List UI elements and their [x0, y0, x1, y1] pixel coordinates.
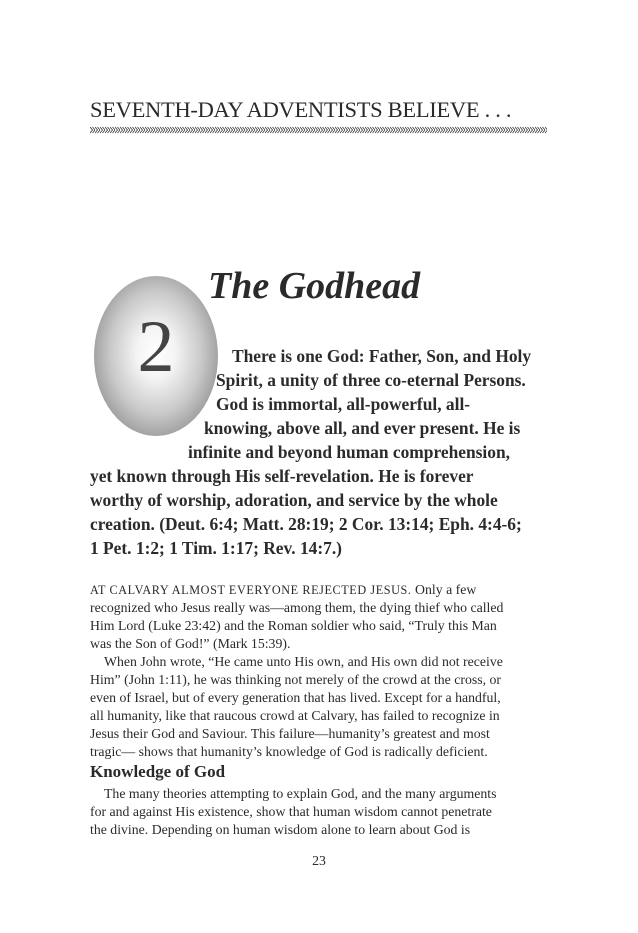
belief-line: yet known through His self-revelation. He is forever [90, 466, 474, 486]
belief-line: infinite and beyond human comprehension, [188, 442, 510, 462]
belief-line: There is one God: Father, Son, and Holy [232, 346, 532, 366]
chapter-title: The Godhead [208, 265, 421, 307]
body-line: Him Lord (Luke 23:42) and the Roman soldier who said, “Truly this Man [90, 618, 497, 633]
belief-line: creation. (Deut. 6:4; Matt. 28:19; 2 Cor. 13:14; Eph. 4:4-6; [90, 514, 522, 534]
belief-line: worthy of worship, adoration, and service by the whole [90, 490, 498, 510]
body-line [90, 582, 547, 598]
section-heading: Knowledge of God [90, 762, 226, 781]
body-line: all humanity, like that raucous crowd at Calvary, has failed to recognize in [90, 708, 500, 723]
belief-line: knowing, above all, and ever present. He is [204, 418, 521, 438]
page-number: 23 [312, 853, 326, 868]
belief-line: 1 Pet. 1:2; 1 Tim. 1:17; Rev. 14:7.) [90, 538, 342, 558]
body-line: tragic— shows that humanity’s knowledge of God is radically deficient. [90, 744, 488, 759]
chapter-number: 2 [137, 306, 175, 388]
belief-line: God is immortal, all-powerful, all- [216, 394, 471, 414]
running-head: SEVENTH-DAY ADVENTISTS BELIEVE . . . [90, 97, 512, 122]
belief-line: Spirit, a unity of three co-eternal Persons. [216, 370, 526, 390]
body-line: was the Son of God!” (Mark 15:39). [90, 636, 291, 651]
body-line: for and against His existence, show that human wisdom cannot penetrate [90, 804, 492, 819]
body-line: the divine. Depending on human wisdom alone to learn about God is [90, 822, 471, 837]
body-line: Him” (John 1:11), he was thinking not merely of the crowd at the cross, or [90, 672, 502, 687]
body-line: When John wrote, “He came unto His own, and His own did not receive [104, 654, 503, 669]
body-line: recognized who Jesus really was—among them, the dying thief who called [90, 600, 504, 615]
body-line-text: Only a few [411, 582, 477, 597]
body-line: even of Israel, but of every generation that has lived. Except for a handful, [90, 690, 501, 705]
opening-small-caps: AT CALVARY ALMOST EVERYONE REJECTED JESUS. [90, 583, 412, 597]
body-line: Jesus their God and Saviour. This failure—humanity’s greatest and most [90, 726, 490, 741]
body-line: The many theories attempting to explain God, and the many arguments [104, 786, 497, 801]
decorative-rule [90, 126, 547, 134]
